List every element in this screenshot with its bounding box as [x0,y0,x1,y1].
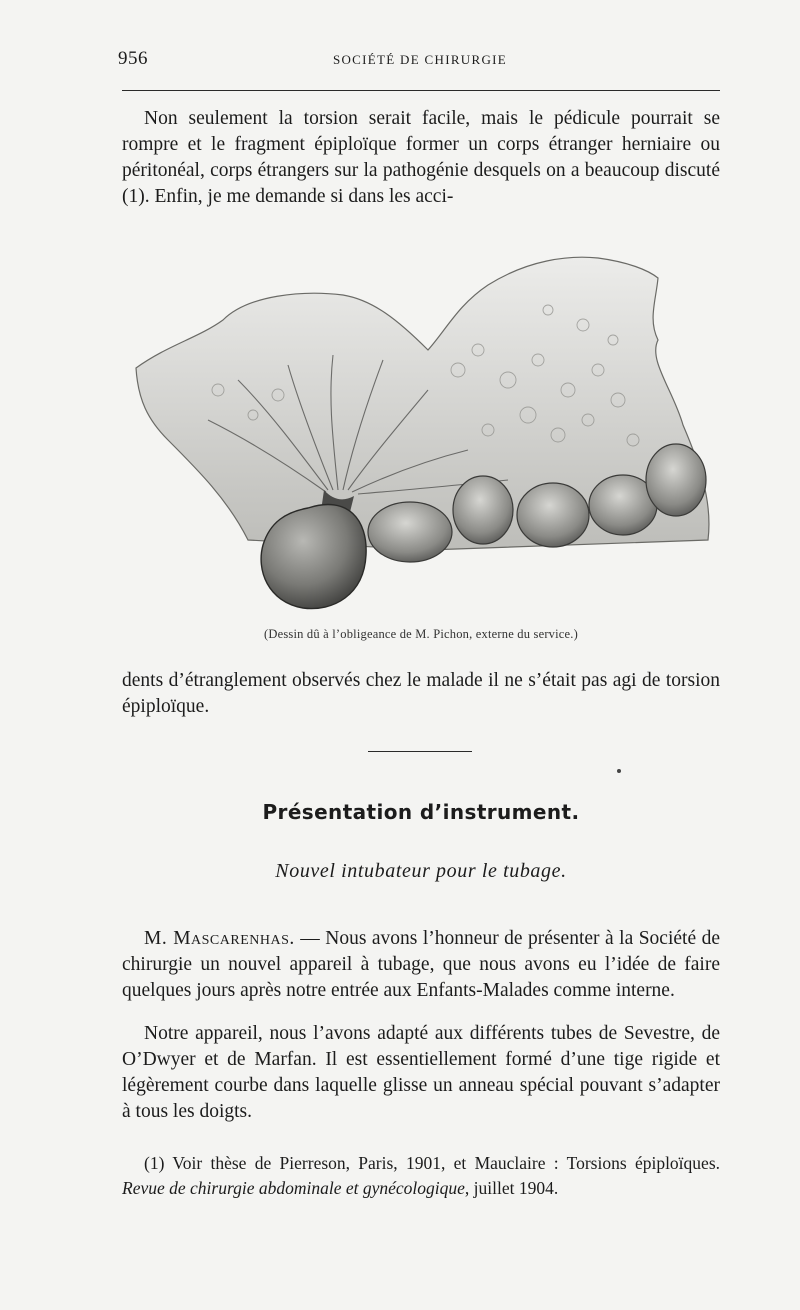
figure-caption: (Dessin dû à l’obligeance de M. Pichon, externe du service.) [264,627,578,641]
speaker-name: M. Mascarenhas. [144,928,295,949]
section-title: Présentation d’instrument. [262,800,580,824]
page-number: 956 [118,48,148,69]
ink-speck [617,769,621,773]
footnote [122,1151,720,1201]
page-header [118,48,722,74]
footnote-text: (1) Voir thèse de Pierreson, Paris, 1901, et Mauclaire : Torsions épiploïques. [144,1153,720,1173]
header-rule [122,90,720,91]
paragraph-3 [122,926,720,1004]
paragraph-3-text: — Nous avons l’honneur de présenter à la Société de chirurgie un nouvel appareil à tubage, que nous avons eu l’idée de faire quelques jours après notre entrée aux Enfants-Malades comme interne. [122,928,720,1001]
section-divider [368,751,472,752]
omentum-illustration [128,250,728,620]
paragraph-2: dents d’étranglement observés chez le malade il ne s’était pas agi de torsion épiploïque. [122,670,720,717]
paragraph-4: Notre appareil, nous l’avons adapté aux différents tubes de Sevestre, de O’Dwyer et de Marfan. Il est essentiellement formé d’une tige rigide et légèrement courbe dans laquelle glisse un anneau spécial pouvant s’adapter à tous les doigts. [122,1023,720,1122]
running-head: SOCIÉTÉ DE CHIRURGIE [332,52,508,67]
footnote-date: , juillet 1904. [464,1178,559,1198]
journal-title: Revue de chirurgie abdominale et gynécologique [122,1178,465,1198]
paragraph-1: Non seulement la torsion serait facile, mais le pédicule pourrait se rompre et le fragment épiploïque former un corps étranger herniaire ou péritonéal, corps étrangers sur la pathogénie desquels on a beaucoup discuté (1). Enfin, je me demande si dans les acci- [122,108,720,207]
section-subtitle: Nouvel intubateur pour le tubage. [275,860,567,882]
